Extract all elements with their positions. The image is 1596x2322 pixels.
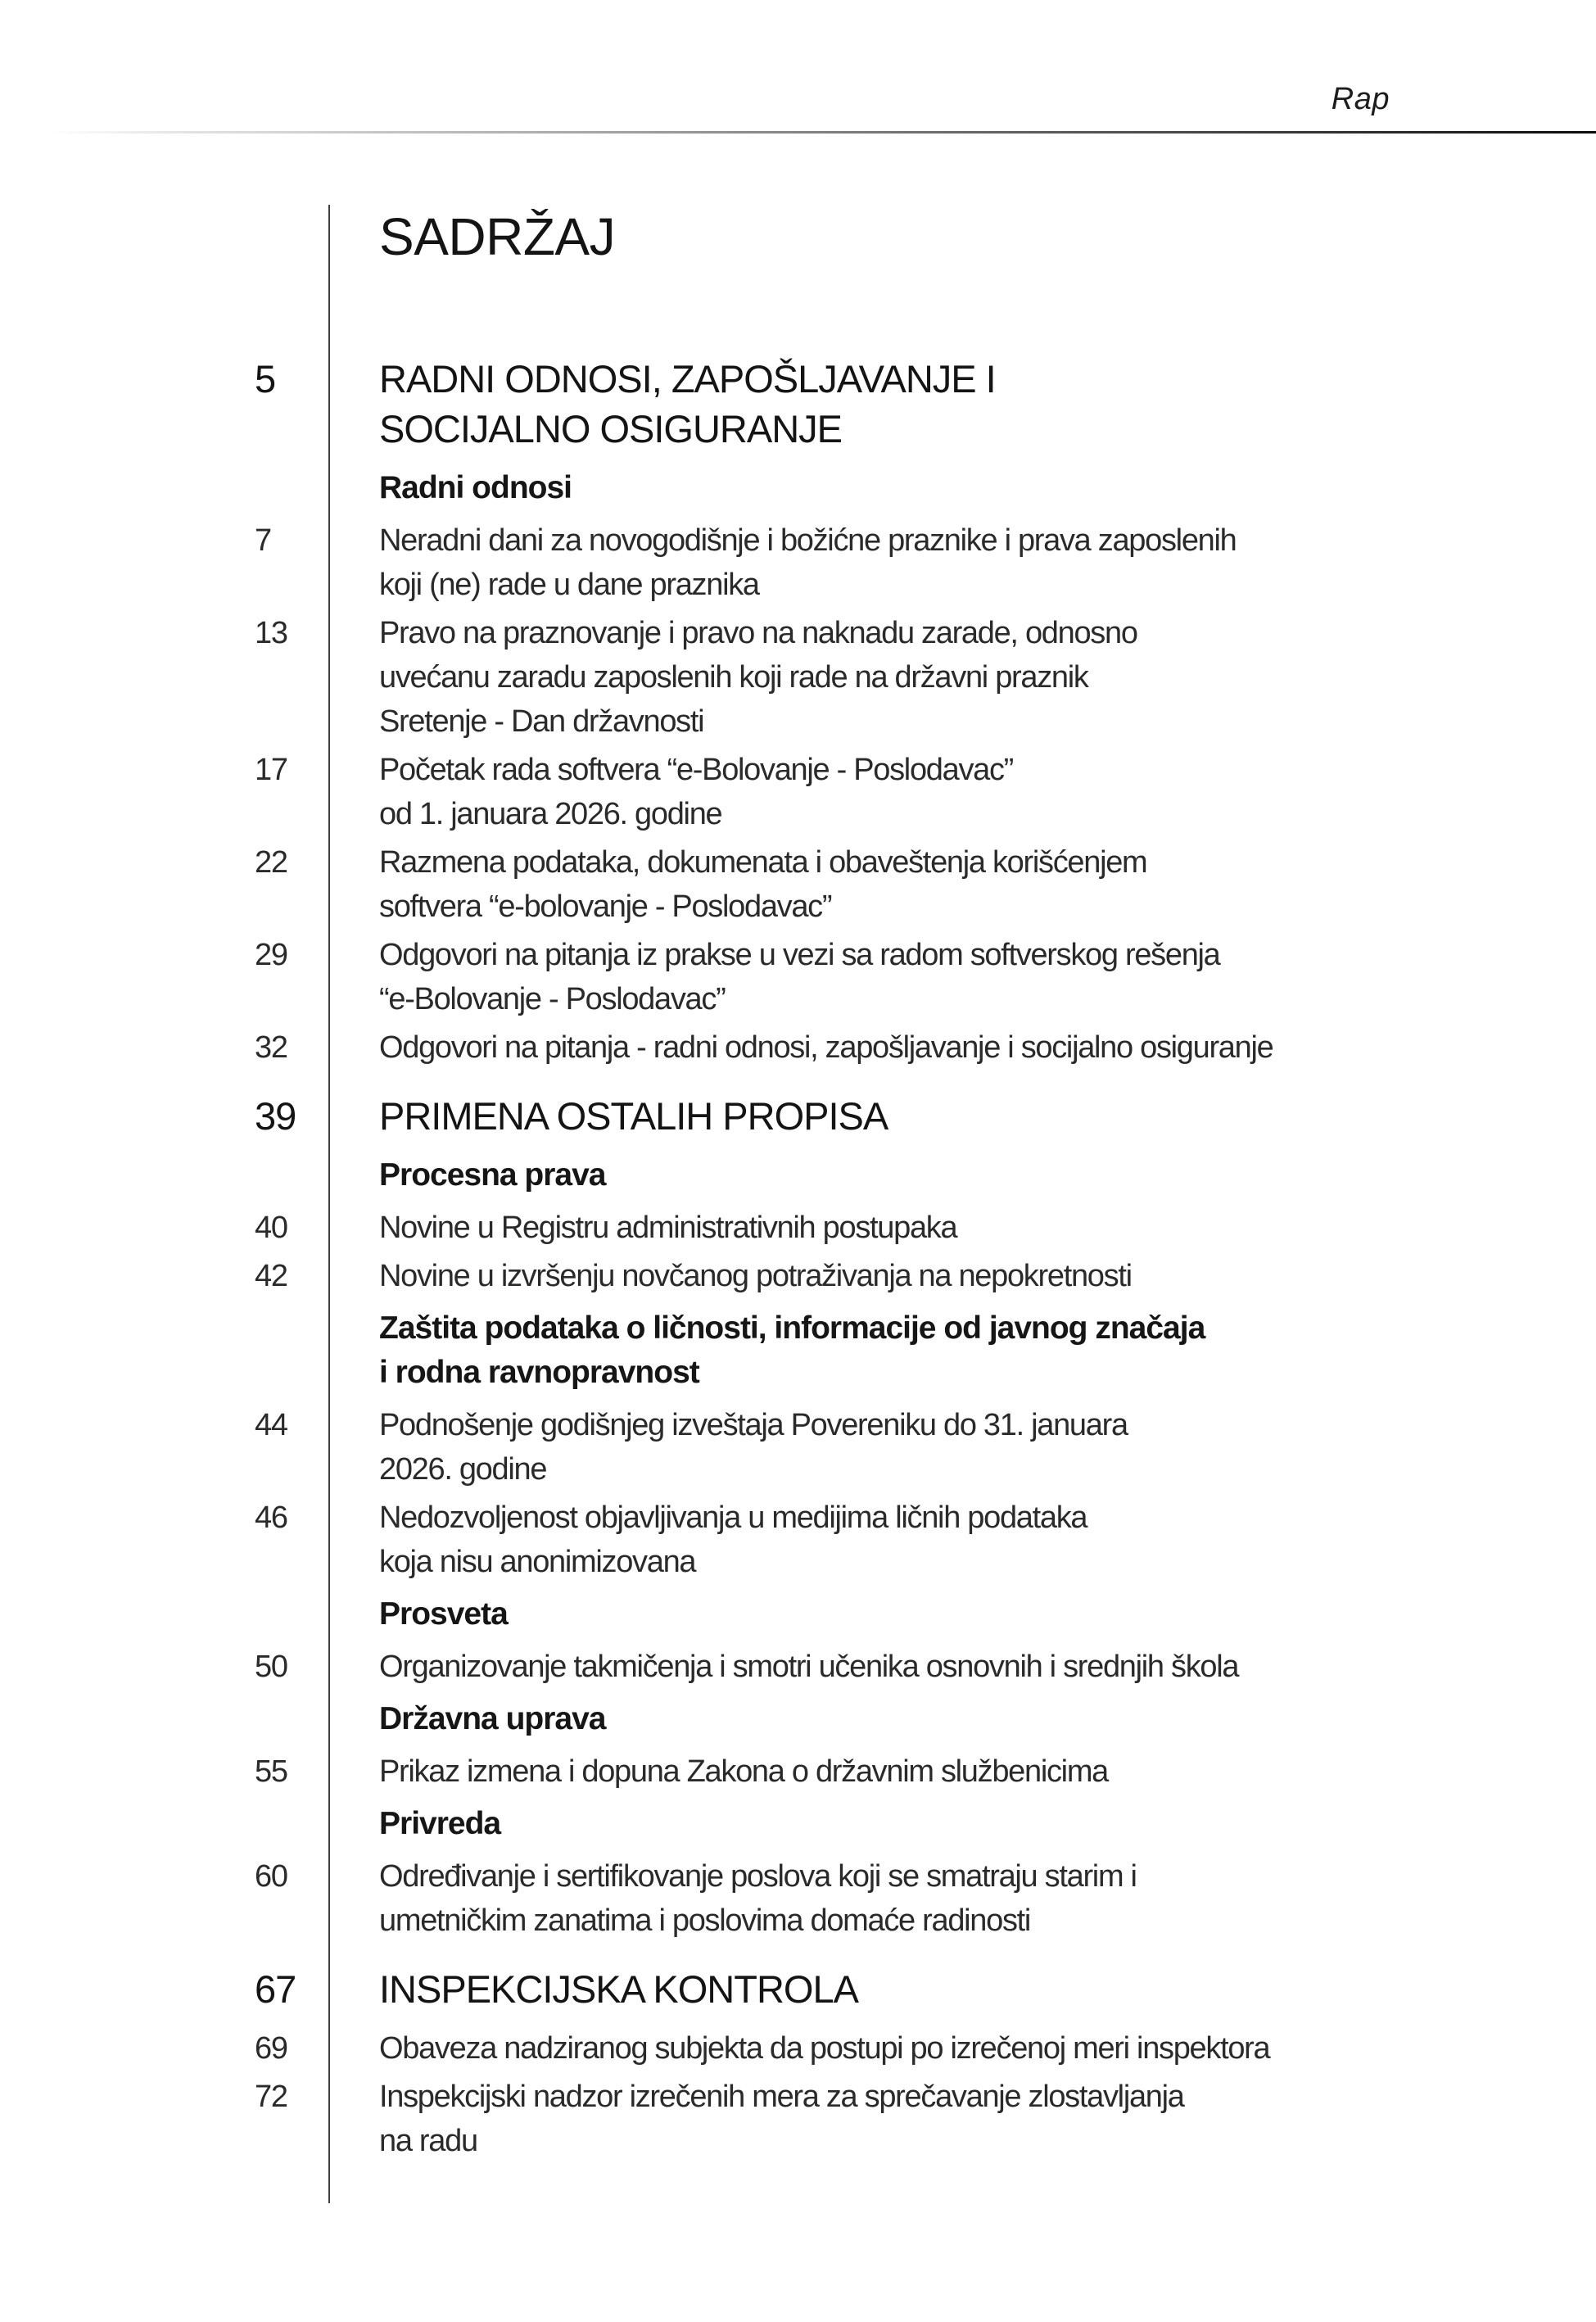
toc-entry-line: Državna uprava — [379, 1701, 606, 1736]
toc-entry-line: Novine u izvršenju novčanog potraživanja na nepokretnosti — [379, 1259, 1132, 1293]
page-title: SADRŽAJ — [379, 207, 616, 266]
toc-item — [255, 1496, 1435, 1584]
toc-item — [255, 2026, 1435, 2071]
toc-entry-line: Radni odnosi — [379, 470, 572, 505]
toc-item — [255, 1749, 1435, 1794]
toc-subheading — [379, 1592, 1435, 1636]
toc-subheading — [379, 1153, 1435, 1197]
toc-page-number: 44 — [255, 1408, 287, 1442]
toc-entry-line: “e-Bolovanje - Poslodavac” — [379, 982, 726, 1016]
toc-page-number: 55 — [255, 1754, 287, 1789]
toc-item — [255, 1254, 1435, 1298]
toc-page-number: 40 — [255, 1211, 287, 1245]
toc-section-entry — [255, 1091, 1435, 1141]
toc-page-number: 29 — [255, 938, 287, 972]
toc-entry-line: Organizovanje takmičenja i smotri učenika osnovnih i srednjih škola — [379, 1650, 1239, 1684]
toc-subheading — [379, 1306, 1435, 1395]
toc-page-number: 60 — [255, 1859, 287, 1894]
toc-entry-line: i rodna ravnopravnost — [379, 1355, 699, 1390]
toc-page-number: 42 — [255, 1259, 287, 1293]
toc-entry-line: Određivanje i sertifikovanje poslova koji se smatraju starim i — [379, 1859, 1137, 1894]
toc-entry-line: INSPEKCIJSKA KONTROLA — [379, 1967, 858, 2011]
toc-page-number: 7 — [255, 523, 271, 558]
toc-item — [255, 1206, 1435, 1250]
toc-item — [255, 840, 1435, 929]
toc-item — [255, 518, 1435, 607]
toc-entry-line: uvećanu zaradu zaposlenih koji rade na državni praznik — [379, 660, 1088, 695]
toc-entry-line: Prikaz izmena i dopuna Zakona o državnim službenicima — [379, 1754, 1109, 1789]
toc-entry-line: Nedozvoljenost objavljivanja u medijima ličnih podataka — [379, 1500, 1087, 1535]
toc-entry-line: koji (ne) rade u dane praznika — [379, 568, 759, 602]
toc-entry-line: Privreda — [379, 1806, 501, 1841]
toc-entry-line: Odgovori na pitanja iz prakse u vezi sa radom softverskog rešenja — [379, 938, 1220, 972]
toc-entry-line: RADNI ODNOSI, ZAPOŠLJAVANJE I — [379, 357, 996, 401]
toc-page-number: 13 — [255, 616, 287, 650]
toc-page-number: 32 — [255, 1030, 287, 1065]
toc-entry-line: PRIMENA OSTALIH PROPISA — [379, 1094, 888, 1138]
toc-entry-line: umetničkim zanatima i poslovima domaće radinosti — [379, 1903, 1031, 1938]
toc-item — [255, 748, 1435, 836]
toc-section-entry — [255, 354, 1435, 454]
toc-entry-line: od 1. januara 2026. godine — [379, 797, 722, 831]
toc-page-number: 72 — [255, 2080, 287, 2114]
running-head: Rap — [1331, 82, 1390, 116]
toc-page-number: 22 — [255, 845, 287, 880]
header-rule — [49, 131, 1596, 134]
toc-item — [255, 933, 1435, 1021]
toc-page-number: 50 — [255, 1650, 287, 1684]
toc-entry-line: softvera “e-bolovanje - Poslodavac” — [379, 889, 832, 924]
table-of-contents — [255, 205, 1435, 2203]
toc-entry-line: koja nisu anonimizovana — [379, 1545, 696, 1579]
toc-item — [255, 2075, 1435, 2163]
toc-entry-line: Procesna prava — [379, 1157, 606, 1193]
toc-entry-line: SOCIJALNO OSIGURANJE — [379, 407, 842, 450]
toc-item — [255, 1403, 1435, 1491]
toc-entry-line: Prosveta — [379, 1596, 508, 1632]
toc-page-number: 69 — [255, 2031, 287, 2066]
toc-item — [255, 1025, 1435, 1070]
toc-section-entry — [255, 1964, 1435, 2014]
toc-entry-line: Novine u Registru administrativnih postupaka — [379, 1211, 957, 1245]
toc-entry-line: Razmena podataka, dokumenata i obaveštenja korišćenjem — [379, 845, 1147, 880]
toc-page-number: 46 — [255, 1500, 287, 1535]
toc-page-number: 17 — [255, 753, 287, 787]
toc-entry-line: Sretenje - Dan državnosti — [379, 704, 704, 739]
toc-subheading — [379, 1697, 1435, 1741]
toc-item — [255, 611, 1435, 744]
toc-entry-line: 2026. godine — [379, 1452, 547, 1487]
toc-entry-line: Obaveza nadziranog subjekta da postupi po izrečenoj meri inspektora — [379, 2031, 1270, 2066]
toc-entry-line: Pravo na praznovanje i pravo na naknadu zarade, odnosno — [379, 616, 1137, 650]
toc-entry-line: Inspekcijski nadzor izrečenih mera za sprečavanje zlostavljanja — [379, 2080, 1184, 2114]
toc-entry-line: Početak rada softvera “e-Bolovanje - Poslodavac” — [379, 753, 1014, 787]
toc-entry-line: Zaštita podataka o ličnosti, informacije od javnog značaja — [379, 1310, 1205, 1346]
toc-entry-line: Odgovori na pitanja - radni odnosi, zapošljavanje i socijalno osiguranje — [379, 1030, 1273, 1065]
toc-entry-line: Neradni dani za novogodišnje i božićne praznike i prava zaposlenih — [379, 523, 1237, 558]
toc-page-number: 39 — [255, 1094, 296, 1138]
toc-page-number: 5 — [255, 357, 276, 401]
toc-subheading — [379, 466, 1435, 510]
toc-entry-line: na radu — [379, 2124, 477, 2158]
toc-page-number: 67 — [255, 1967, 296, 2011]
toc-item — [255, 1645, 1435, 1689]
toc-entry-line: Podnošenje godišnjeg izveštaja Povereniku do 31. januara — [379, 1408, 1128, 1442]
toc-subheading — [379, 1802, 1435, 1846]
toc-item — [255, 1854, 1435, 1943]
